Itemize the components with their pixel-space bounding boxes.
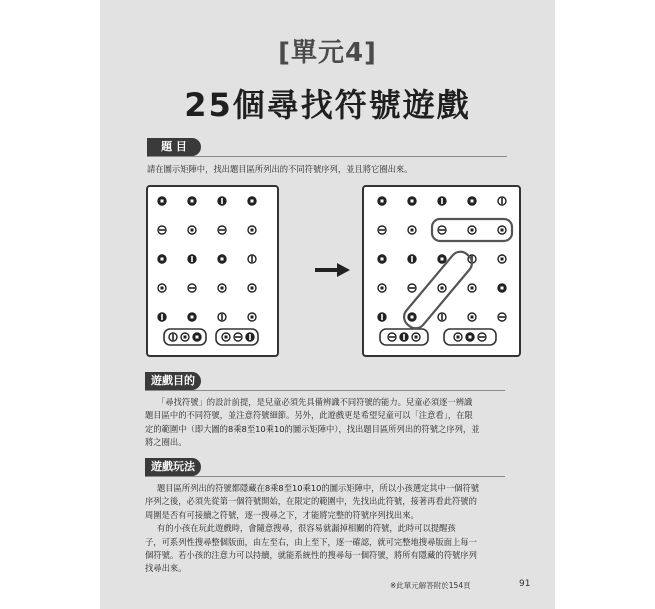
- grid-symbol-icon: [188, 197, 196, 205]
- grid-symbol-icon: [454, 333, 462, 341]
- arrow-right-icon: [315, 262, 351, 278]
- puzzle-grid-right: [362, 185, 521, 357]
- grid-symbol-icon: [193, 333, 201, 341]
- grid-symbol-icon: [378, 284, 386, 292]
- howto-line: 題目區所列出的符號都隱藏在8乘8至10乘10的圖示矩陣中，所以小孩選定其中一個符號: [157, 483, 480, 493]
- grid-symbol-icon: [408, 226, 416, 234]
- grid-symbol-icon: [400, 333, 408, 341]
- grid-symbol-icon: [378, 226, 386, 234]
- grid-symbol-icon: [248, 197, 256, 205]
- grid-symbol-icon: [246, 333, 254, 341]
- grid-symbol-icon: [248, 313, 256, 321]
- purpose-line: 題目區中的不同符號，並注意符號細節。另外，此遊戲更是希望兒童可以「注意看」，在限: [145, 410, 473, 421]
- main-title: 25個尋找符號遊戲: [184, 86, 471, 124]
- grid-symbol-icon: [378, 255, 386, 263]
- puzzle-grid-left: [146, 185, 279, 357]
- grid-symbol-icon: [218, 313, 226, 321]
- grid-symbol-icon: [218, 226, 226, 234]
- grid-symbol-icon: [158, 313, 166, 321]
- symbol-grid-left: [148, 187, 277, 355]
- grid-symbol-icon: [234, 333, 242, 341]
- grid-symbol-icon: [468, 197, 476, 205]
- grid-symbol-icon: [468, 284, 476, 292]
- grid-symbol-icon: [468, 313, 476, 321]
- grid-symbol-icon: [158, 197, 166, 205]
- grid-symbol-icon: [218, 197, 226, 205]
- grid-symbol-icon: [438, 284, 446, 292]
- howto-line: 有的小孩在玩此遊戲時，會隨意搜尋，很容易就漏掉相關的符號，此時可以提醒孩: [157, 523, 456, 534]
- howto-line: 子，可系列性搜尋整個版面，由左至右，由上至下，逐一確認，就可完整地搜尋版面上每一: [145, 536, 477, 547]
- grid-symbol-icon: [248, 255, 256, 263]
- grid-symbol-icon: [412, 333, 420, 341]
- section-rule-howto: [145, 476, 505, 477]
- purpose-text: [145, 396, 512, 450]
- howto-text: [145, 482, 512, 576]
- howto-line: 個符號。若小孩的注意力可以持續，就能系統性的搜尋每一個符號，將所有隱藏的符號序列: [145, 550, 477, 561]
- grid-symbol-icon: [388, 333, 396, 341]
- grid-symbol-icon: [408, 284, 416, 292]
- grid-symbol-icon: [468, 226, 476, 234]
- grid-symbol-icon: [438, 313, 446, 321]
- grid-symbol-icon: [218, 255, 226, 263]
- section-label-topic: 題 目: [147, 138, 201, 156]
- grid-symbol-icon: [188, 313, 196, 321]
- unit-title: [單元4]: [278, 38, 377, 68]
- grid-symbol-icon: [438, 197, 446, 205]
- grid-symbol-icon: [218, 284, 226, 292]
- grid-symbol-icon: [498, 255, 506, 263]
- grid-symbol-icon: [438, 226, 446, 234]
- howto-line: 序列之後，必須先從第一個符號開始，在限定的範圍中，先找出此符號，接著再看此符號的: [145, 496, 477, 507]
- grid-symbol-icon: [188, 226, 196, 234]
- grid-symbol-icon: [188, 255, 196, 263]
- grid-symbol-icon: [188, 284, 196, 292]
- purpose-line: 「尋找符號」的設計前提，是兒童必須先具備辨識不同符號的能力。兒童必須逐一辨識: [157, 397, 473, 407]
- grid-symbol-icon: [378, 313, 386, 321]
- purpose-line: 定的範圍中（即大圖的8乘8至10乘10的圖示矩陣中），找出題目區所列出的符號之序列，並: [145, 423, 480, 434]
- book-page: [100, 0, 555, 609]
- grid-symbol-icon: [408, 197, 416, 205]
- page-number: 91: [519, 579, 531, 589]
- topic-text: 請在圖示矩陣中，找出題目區所列出的不同符號序列，並且將它圈出來。: [147, 164, 413, 174]
- grid-symbol-icon: [248, 284, 256, 292]
- section-label-howto: 遊戲玩法: [145, 458, 201, 476]
- answer-note: ※此單元解答附於154頁: [390, 581, 471, 590]
- grid-symbol-icon: [408, 255, 416, 263]
- grid-symbol-icon: [466, 333, 474, 341]
- grid-symbol-icon: [478, 333, 486, 341]
- grid-symbol-icon: [222, 333, 230, 341]
- grid-symbol-icon: [378, 197, 386, 205]
- grid-symbol-icon: [498, 284, 506, 292]
- grid-symbol-icon: [181, 333, 189, 341]
- purpose-line: 將之圈出。: [145, 437, 187, 448]
- grid-symbol-icon: [408, 313, 416, 321]
- grid-symbol-icon: [158, 284, 166, 292]
- grid-symbol-icon: [248, 226, 256, 234]
- howto-line: 周圍是否有可接續之符號，逐一搜尋之下，才能將完整的符號序列找出來。: [145, 509, 419, 520]
- grid-symbol-icon: [498, 226, 506, 234]
- grid-symbol-icon: [169, 333, 177, 341]
- grid-symbol-icon: [498, 197, 506, 205]
- grid-symbol-icon: [438, 255, 446, 263]
- section-label-purpose: 遊戲目的: [145, 372, 201, 390]
- grid-symbol-icon: [158, 226, 166, 234]
- grid-symbol-icon: [498, 313, 506, 321]
- howto-line: 找尋出來。: [145, 563, 187, 574]
- section-rule-topic: [147, 156, 507, 157]
- grid-symbol-icon: [158, 255, 166, 263]
- symbol-grid-right-solved: [364, 187, 519, 355]
- section-rule-purpose: [145, 390, 505, 391]
